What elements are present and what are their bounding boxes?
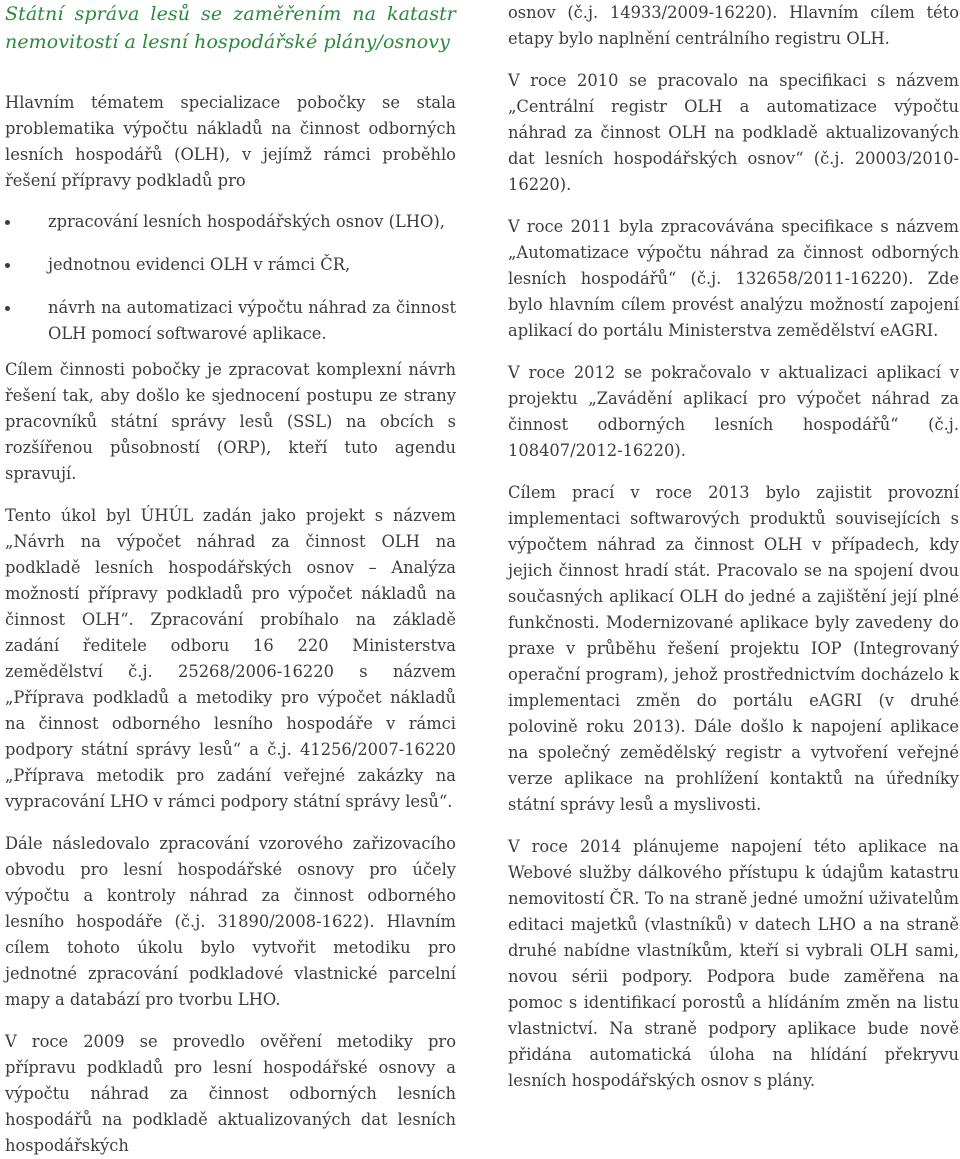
section-title: Státní správa lesů se zaměřením na katastr nemovitostí a lesní hospodářské plány/osnovy bbox=[5, 3, 456, 53]
body-paragraph: V roce 2014 plánujeme napojení této aplikace na Webové služby dálkového přístupu k údajům katastru nemovitostí ČR. To na straně jedné umožní uživatelům editaci majetků (vlastníků) v datech LHO a na straně druhé nabídne vlastníkům, kteří si vybrali OLH sami, novou sérii podpory. Podpora bude zaměřena na pomoc s identifikací porostů a hlídáním změn na listu vlastnictví. Na straně podpory aplikace bude nově přidána automatická úloha na hlídání překryvu lesních hospodářských osnov s plány. bbox=[508, 837, 959, 1090]
list-item: jednotnou evidenci OLH v rámci ČR, bbox=[5, 252, 456, 278]
body-paragraph: Tento úkol byl ÚHÚL zadán jako projekt s názvem „Návrh na výpočet náhrad za činnost OLH na podkladě lesních hospodářských osnov – Analýza možností přípravy podkladů pro výpočet nákladů na činnost OLH“. Zpracování probíhalo na základě zadání ředitele odboru 16 220 Ministerstva zemědělství č.j. 25268/2006-16220 s názvem „Příprava podkladů a metodiky pro výpočet nákladů na činnost odborného lesního hospodáře v rámci podpory státní správy lesů“ a č.j. 41256/2007-16220 „Příprava metodik pro zadání veřejné zakázky na vypracování LHO v rámci podpory státní správy lesů“. bbox=[5, 506, 456, 811]
body-paragraph: Cílem činnosti pobočky je zpracovat komplexní návrh řešení tak, aby došlo ke sjednocení postupu ze strany pracovníků státní správy lesů (SSL) na obcích s rozšířenou působností (ORP), kteří tuto agendu spravují. bbox=[5, 360, 456, 483]
list-item: návrh na automatizaci výpočtu náhrad za činnost OLH pomocí softwarové aplikace. bbox=[5, 295, 456, 347]
bullet-icon bbox=[5, 220, 10, 225]
bullet-list bbox=[5, 209, 456, 347]
intro-paragraph: Hlavním tématem specializace pobočky se stala problematika výpočtu nákladů na činnost odborných lesních hospodářů (OLH), v jejímž rámci proběhlo řešení přípravy podkladů pro bbox=[5, 93, 456, 190]
left-column bbox=[5, 0, 456, 1159]
body-paragraph: V roce 2009 se provedlo ověření metodiky pro přípravu podkladů pro lesní hospodářské osnovy a výpočtu náhrad za činnost odborných lesních hospodářů na podkladě aktualizovaných dat lesních hospodářských bbox=[5, 1032, 456, 1155]
body-paragraph: osnov (č.j. 14933/2009-16220). Hlavním cílem této etapy bylo naplnění centrálního registru OLH. bbox=[508, 3, 959, 48]
body-paragraph: V roce 2010 se pracovalo na specifikaci s názvem „Centrální registr OLH a automatizace výpočtu náhrad za činnost OLH na podkladě aktualizovaných dat lesních hospodářských osnov“ (č.j. 20003/2010-16220). bbox=[508, 71, 959, 194]
list-item: zpracování lesních hospodářských osnov (LHO), bbox=[5, 209, 456, 235]
body-paragraph: V roce 2012 se pokračovalo v aktualizaci aplikací v projektu „Zavádění aplikací pro výpočet náhrad za činnost odborných lesních hospodářů“ (č.j. 108407/2012-16220). bbox=[508, 363, 959, 460]
body-paragraph: V roce 2011 byla zpracovávána specifikace s názvem „Automatizace výpočtu náhrad za činnost odborných lesních hospodářů“ (č.j. 132658/2011-16220). Zde bylo hlavním cílem provést analýzu možností zapojení aplikací do portálu Ministerstva zemědělství eAGRI. bbox=[508, 217, 959, 340]
bullet-icon bbox=[5, 306, 10, 311]
body-paragraph: Dále následovalo zpracování vzorového zařizovacího obvodu pro lesní hospodářské osnovy pro účely výpočtu a kontroly náhrad za činnost odborného lesního hospodáře (č.j. 31890/2008-1622). Hlavním cílem tohoto úkolu bylo vytvořit metodiku pro jednotné zpracování podkladové vlastnické parcelní mapy a databází pro tvorbu LHO. bbox=[5, 834, 456, 1009]
bullet-icon bbox=[5, 263, 10, 268]
body-paragraph: Cílem prací v roce 2013 bylo zajistit provozní implementaci softwarových produktů souvisejících s výpočtem náhrad za činnost OLH v případech, kdy jejich činnost hradí stát. Pracovalo se na spojení dvou současných aplikací OLH do jedné a zajištění její plné funkčnosti. Modernizované aplikace byly zavedeny do praxe v průběhu řešení projektu IOP (Integrovaný operační program), jehož prostřednictvím docházelo k implementaci změn do portálu eAGRI (v druhé polovině roku 2013). Dále došlo k napojení aplikace na společný zemědělský registr a vytvoření veřejné verze aplikace na prohlížení kontaktů na úředníky státní správy lesů a myslivosti. bbox=[508, 483, 959, 814]
right-column bbox=[508, 0, 959, 1094]
